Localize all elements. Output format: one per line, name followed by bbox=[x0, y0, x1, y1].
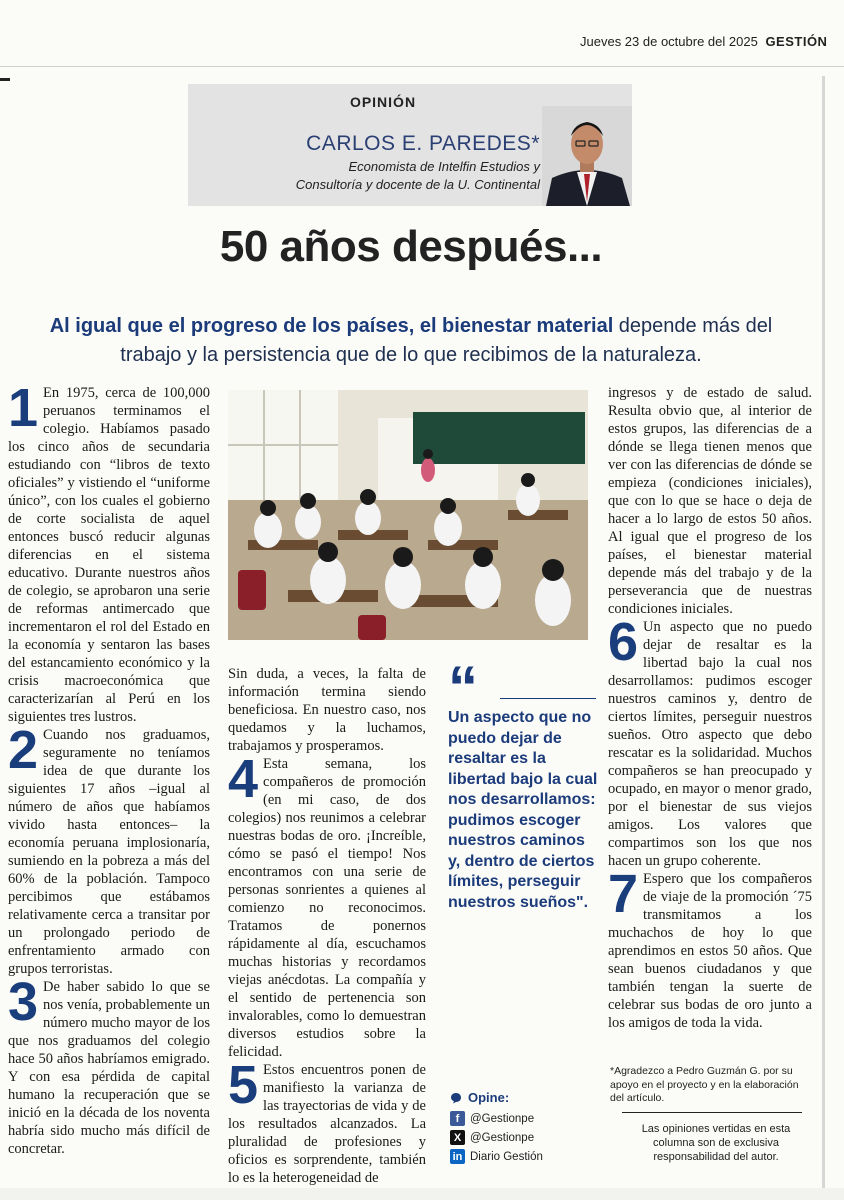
paragraph-3-text: De haber sabido lo que se nos venía, probablemente un número mucho mayor de los que nos graduamos del colegio hace 50 años habríamos emigrado. Y con esa pérdida de capital humano la recuperación que se inició en la década de los noventa habría sido mucho más difícil de concretar. bbox=[8, 979, 210, 1157]
paragraph-continuation-text: Sin duda, a veces, la falta de información termina siendo beneficiosa. En nuestro caso, nos quedamos y la luchamos, trabajamos y prosperamos. bbox=[228, 666, 426, 754]
author-role bbox=[296, 158, 540, 194]
opine-box bbox=[450, 1090, 610, 1166]
disclaimer-divider bbox=[622, 1112, 802, 1113]
paragraph-3 bbox=[8, 972, 210, 1158]
pull-quote-text: Un aspecto que no puedo dejar de resaltar es la libertad bajo la cual nos desarrollamos: pudimos escoger nuestros caminos y, dentro de ciertos límites, perseguir nuestros sueños". bbox=[448, 709, 598, 911]
article-headline: 50 años después... bbox=[219, 222, 603, 271]
paragraph-5-continuation bbox=[608, 384, 812, 618]
dropcap-1: 1 bbox=[8, 378, 39, 438]
acknowledgement-note: *Agradezco a Pedro Guzmán G. por su apoyo en el proyecto y en la elaboración del artículo. bbox=[610, 1065, 799, 1104]
dropcap-5: 5 bbox=[228, 1055, 259, 1115]
speech-bubble-icon bbox=[450, 1092, 462, 1104]
dropcap-3: 3 bbox=[8, 972, 39, 1032]
page-header bbox=[580, 34, 827, 49]
disclaimer-note: Las opiniones vertidas en esta columna son de exclusiva responsabilidad del autor. bbox=[641, 1123, 791, 1163]
paragraph-2 bbox=[8, 720, 210, 978]
dropcap-7: 7 bbox=[608, 864, 639, 924]
left-divider-mark bbox=[0, 78, 10, 81]
paragraph-6 bbox=[608, 612, 812, 870]
x-icon: X bbox=[450, 1130, 465, 1145]
classroom-photo bbox=[228, 390, 588, 640]
paragraph-5-text: Estos encuentros ponen de manifiesto la varianza de las trayectorias de vida y de los resultados alcanzados. La pluralidad de profesiones y oficios es sorprendente, también lo es la heterogeneidad de bbox=[228, 1062, 426, 1186]
pull-quote bbox=[448, 654, 598, 913]
social-facebook[interactable] bbox=[450, 1109, 610, 1128]
author-portrait-image bbox=[542, 106, 632, 206]
paragraph-continuation bbox=[228, 665, 426, 755]
linkedin-icon: in bbox=[450, 1149, 465, 1164]
article-deck bbox=[20, 312, 802, 370]
article-column-1 bbox=[8, 378, 210, 1158]
paragraph-6-text: Un aspecto que no puedo dejar de resaltar es la libertad bajo la cual nos desarrollamos: pudimos escoger nuestros caminos y, dentro de ciertos límites, perseguir nuestros sueños. Otro aspecto que debo rescatar es la solidaridad. Muchos compañeros se han preocupado y ocupado, en mayor o menor grado, por el bienestar de sus viejos amigos. Los valores que compartimos son los que nos hacen un grupo coherente. bbox=[608, 619, 812, 869]
paragraph-4-text: Esta semana, los compañeros de promoción (en mi caso, de dos colegios) nos reunimos a celebrar nuestras bodas de oro. ¡Increíble, cómo se pasó el tiempo! Nos encontramos con una serie de personas sonrientes a quienes al comienzo no reconocimos. Tratamos de ponernos rápidamente al día, escuchamos muchas historias y recordamos viejas anécdotas. La compañía y el sentido de pertenencia son invalorables, como lo demuestran diversos estudios sobre la felicidad. bbox=[228, 756, 426, 1060]
author-role-line2: Consultoría y docente de la U. Continental bbox=[295, 177, 540, 192]
social-x-label[interactable]: @Gestionpe bbox=[470, 1131, 535, 1144]
paragraph-2-text: Cuando nos graduamos, seguramente no teníamos idea de que durante los siguientes 17 años –igual al número de años que habíamos vivido hasta entonces– la economía peruana implosionaría, sumiendo en la pobreza a más del 60% de la población. Tampoco percibimos que estábamos relativamente cerca a transitar por un prolongado periodo de enfrentamiento armado con grupos terroristas. bbox=[8, 727, 210, 977]
author-name: CARLOS E. PAREDES* bbox=[306, 132, 540, 155]
dropcap-4: 4 bbox=[228, 749, 259, 809]
dropcap-6: 6 bbox=[608, 612, 639, 672]
paragraph-4 bbox=[228, 749, 426, 1061]
page-bottom-strip bbox=[0, 1188, 844, 1200]
paragraph-5-continuation-text: ingresos y de estado de salud. Resulta obvio que, al interior de estos grupos, las diferencias de a dónde se llega tienen menos que ver con las diferencias de dónde se empieza (condiciones iniciales), que con lo que se hace o deja de hacer a lo largo de estos 50 años. Al igual que el progreso de los países, el bienestar material depende más del trabajo y de la perseverancia que de nuestras condiciones iniciales. bbox=[608, 385, 812, 617]
section-label: OPINIÓN bbox=[349, 94, 417, 110]
newspaper-brand: GESTIÓN bbox=[765, 34, 828, 49]
social-facebook-label[interactable]: @Gestionpe bbox=[470, 1112, 535, 1125]
article-column-2 bbox=[228, 665, 426, 1187]
header-divider bbox=[0, 66, 844, 67]
paragraph-7-text: Espero que los compañeros de viaje de la promoción ´75 transmitamos a los muchachos de hoy lo que aprendimos en estos 50 años. Que sean buenos ciudadanos y que también tengan la suerte de celebrar sus bodas de oro junto a los amigos de toda la vida. bbox=[608, 871, 812, 1031]
opine-title: Opine: bbox=[468, 1090, 510, 1105]
classroom-image bbox=[228, 390, 588, 640]
quote-rule bbox=[500, 698, 596, 699]
right-page-border bbox=[822, 76, 825, 1200]
paragraph-5 bbox=[228, 1055, 426, 1187]
facebook-icon: f bbox=[450, 1111, 465, 1126]
author-box bbox=[188, 84, 632, 206]
publication-date: Jueves 23 de octubre del 2025 bbox=[580, 34, 758, 49]
paragraph-1-text: En 1975, cerca de 100,000 peruanos terminamos el colegio. Habíamos pasado los cinco años de secundaria estudiando con “libros de texto oficiales” y vistiendo el “uniforme único”, con los cuales el gobierno de corte socialista de aquel entonces buscó reducir algunas diferencias en el sistema educativo. Durante nuestros años de colegio, se aprobaron una serie de reformas antimercado que incrementaron el rol del Estado en la economía y sentaron las bases del estancamiento económico y la crisis macroeconómica que caracterizarían al Perú en los siguientes tres lustros. bbox=[8, 385, 210, 725]
social-linkedin-label[interactable]: Diario Gestión bbox=[470, 1150, 543, 1163]
quote-icon: “ bbox=[448, 654, 478, 721]
article-column-4 bbox=[608, 384, 812, 1032]
deck-rest: depende más del trabajo y la persistencia que de lo que recibimos de la naturaleza. bbox=[120, 315, 773, 366]
author-role-line1: Economista de Intelfin Estudios y bbox=[348, 159, 540, 174]
author-photo bbox=[542, 106, 632, 206]
dropcap-2: 2 bbox=[8, 720, 39, 780]
opine-header bbox=[450, 1090, 610, 1105]
social-linkedin[interactable] bbox=[450, 1147, 610, 1166]
deck-highlight: Al igual que el progreso de los países, el bienestar material bbox=[49, 315, 614, 337]
paragraph-7 bbox=[608, 864, 812, 1032]
social-x[interactable] bbox=[450, 1128, 610, 1147]
paragraph-1 bbox=[8, 378, 210, 726]
